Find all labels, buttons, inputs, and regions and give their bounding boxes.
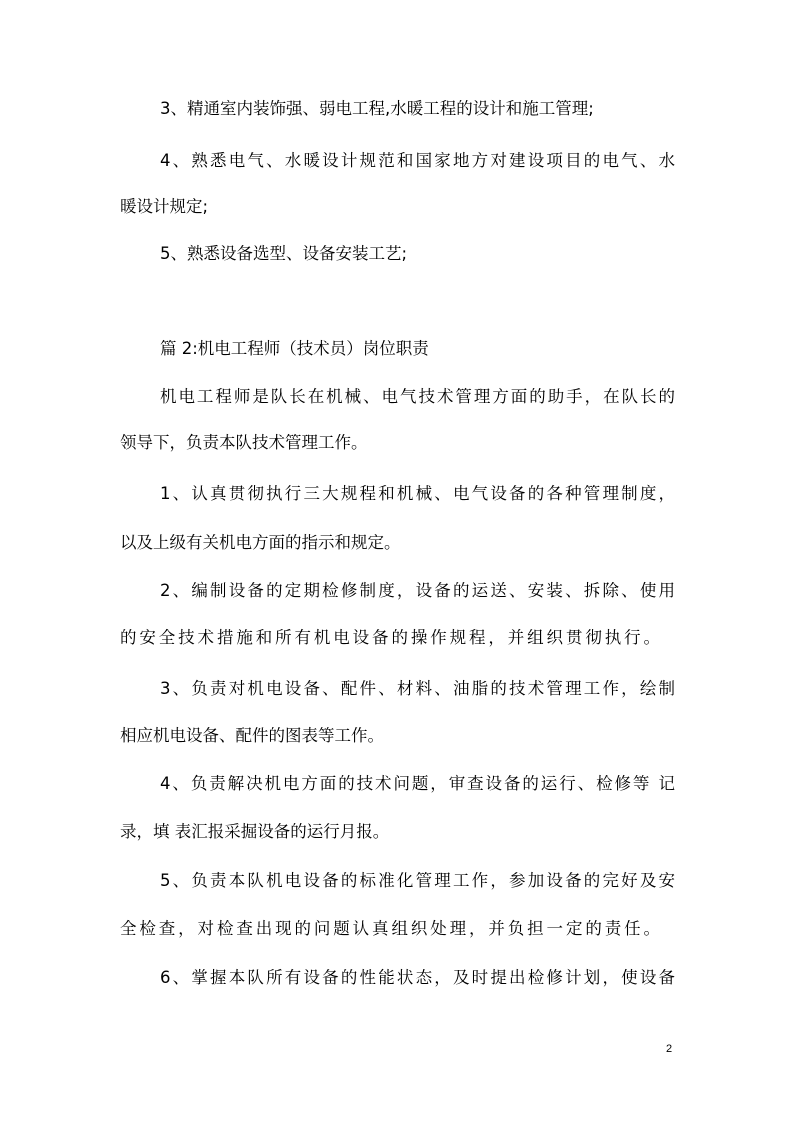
line-text: 3、精通室内装饰强、弱电工程,水暖工程的设计和施工管理; (160, 99, 594, 118)
line-text: 全检查，对检查出现的问题认真组织处理，并负担一定的责任。 (120, 919, 660, 938)
line-text: 5、熟悉设备选型、设备安装工艺; (160, 244, 408, 263)
line-text: 机电工程师是队长在机械、电气技术管理方面的助手，在队长的 (160, 387, 675, 406)
line-text: 4、负责解决机电方面的技术问题，审查设备的运行、检修等 记 (160, 774, 675, 793)
line-text: 的安全技术措施和所有机电设备的操作规程，并组织贯彻执行。 (120, 628, 660, 647)
line-text: 1、认真贯彻执行三大规程和机械、电气设备的各种管理制度， (160, 484, 675, 503)
section-heading-text: 篇 2:机电工程师（技术员）岗位职责 (160, 339, 429, 358)
line-text: 录，填 表汇报采掘设备的运行月报。 (120, 822, 390, 841)
line-text: 3、负责对机电设备、配件、材料、油脂的技术管理工作，绘制 (160, 679, 675, 698)
line-text: 暖设计规定; (120, 197, 209, 216)
line-text: 相应机电设备、配件的图表等工作。 (120, 726, 384, 745)
line-text: 5、负责本队机电设备的标准化管理工作，参加设备的完好及安 (160, 871, 675, 890)
line-text: 2、编制设备的定期检修制度，设备的运送、安装、拆除、使用 (160, 581, 675, 600)
line-text: 4、熟悉电气、水暖设计规范和国家地方对建设项目的电气、水 (160, 151, 675, 170)
line-text: 领导下，负责本队技术管理工作。 (120, 433, 368, 452)
line-text: 以及上级有关机电方面的指示和规定。 (120, 533, 401, 552)
line-text: 6、掌握本队所有设备的性能状态，及时提出检修计划，使设备 (160, 968, 675, 987)
page-number: 2 (666, 1043, 673, 1055)
